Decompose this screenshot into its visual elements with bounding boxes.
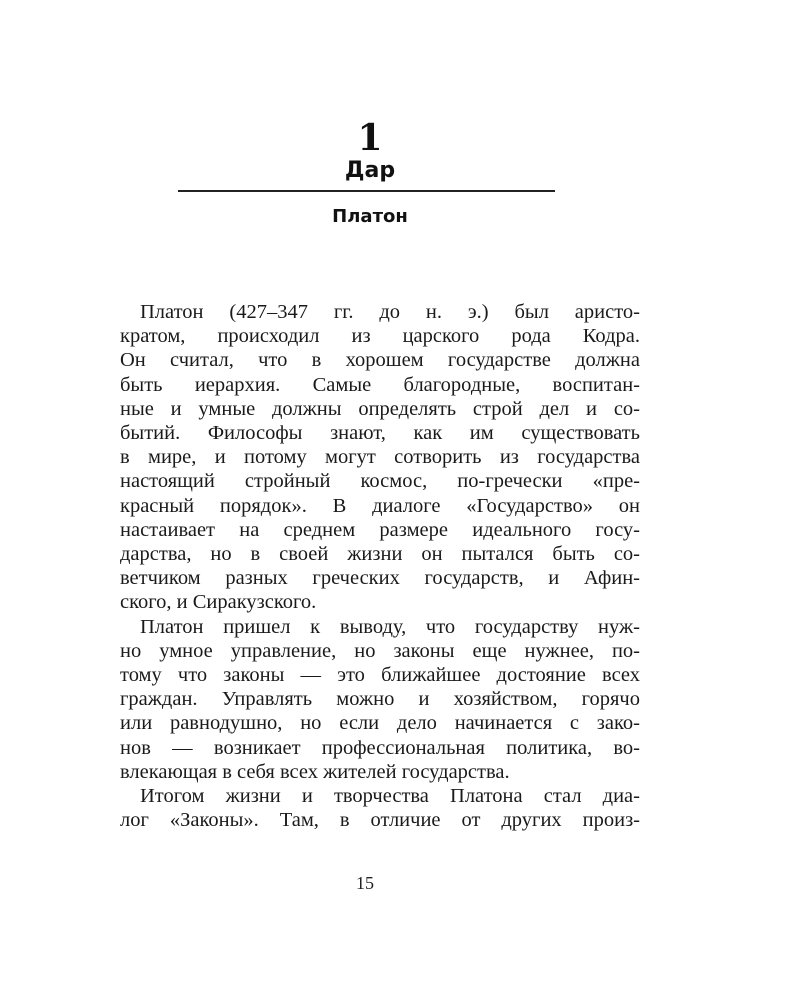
- text-line: бытий. Философы знают, как им существовать: [120, 422, 640, 445]
- text-line: граждан. Управлять можно и хозяйством, горячо: [120, 688, 640, 711]
- text-line: ные и умные должны определять строй дел и со-: [120, 397, 640, 420]
- text-line: но умное управление, но законы еще нужнее, по-: [120, 639, 640, 662]
- text-line: быть иерархия. Самые благородные, воспитан-: [120, 373, 640, 396]
- page-number: 15: [356, 873, 374, 893]
- text-line: нов — возникает профессиональная политика, во-: [120, 736, 640, 759]
- text-line: кратом, происходил из царского рода Кодра.: [120, 325, 640, 348]
- text-line: Он считал, что в хорошем государстве должна: [120, 349, 640, 372]
- text-line: дарства, но в своей жизни он пытался быть со-: [120, 543, 640, 566]
- text-line: Итогом жизни и творчества Платона стал диа-: [140, 785, 640, 808]
- text-line: Платон (427–347 гг. до н. э.) был аристо-: [140, 301, 640, 323]
- text-line: ского, и Сиракузского.: [120, 591, 317, 614]
- text-line: настаивает на среднем размере идеального госу-: [120, 518, 640, 541]
- text-line: красный порядок». В диалоге «Государство» он: [120, 494, 640, 517]
- paragraph: [120, 615, 640, 784]
- text-line: настоящий стройный космос, по-гречески «пре-: [120, 470, 640, 493]
- chapter-number: 1: [357, 117, 383, 159]
- chapter-title: Дар: [344, 158, 396, 183]
- text-line: или равнодушно, но если дело начинается с зако-: [120, 712, 640, 735]
- text-line: ветчиком разных греческих государств, и Афин-: [120, 567, 640, 590]
- body-text: [120, 300, 640, 832]
- paragraph: [120, 784, 640, 832]
- text-line: в мире, и потому могут сотворить из государства: [120, 446, 640, 469]
- text-line: тому что законы — это ближайшее достояние всех: [120, 664, 640, 687]
- text-line: Платон пришел к выводу, что государству нуж-: [140, 615, 640, 638]
- text-line: лог «Законы». Там, в отличие от других произ-: [120, 809, 640, 832]
- section-title: Платон: [332, 206, 408, 227]
- paragraph: [120, 300, 640, 615]
- chapter-divider: [178, 190, 555, 192]
- text-line: влекающая в себя всех жителей государства.: [120, 760, 510, 783]
